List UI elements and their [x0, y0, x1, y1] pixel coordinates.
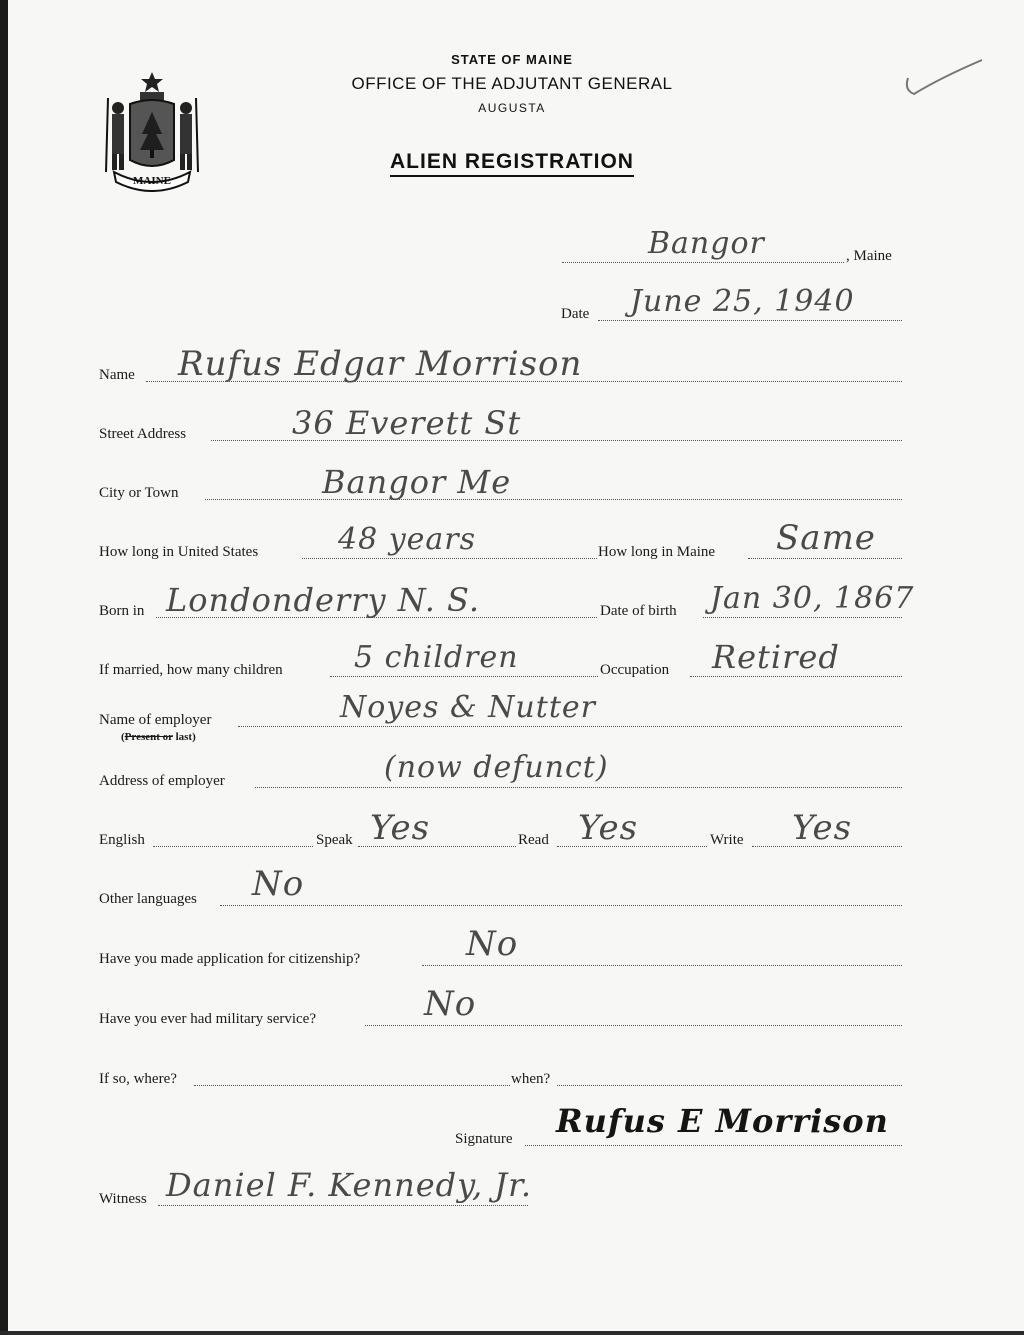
- employer-address-line: [255, 787, 902, 788]
- dob-value[interactable]: Jan 30, 1867: [710, 581, 915, 616]
- write-label: Write: [710, 832, 744, 848]
- when-label: when?: [511, 1071, 551, 1087]
- witness-value[interactable]: Daniel F. Kennedy, Jr.: [166, 1166, 533, 1204]
- english-line: [153, 846, 313, 847]
- street-label: Street Address: [99, 426, 187, 442]
- how-long-us-label: How long in United States: [99, 544, 259, 560]
- employer-value[interactable]: Noyes & Nutter: [340, 690, 596, 725]
- read-value[interactable]: Yes: [578, 808, 639, 848]
- citizenship-label: Have you made application for citizenship?: [99, 951, 361, 967]
- employer-label: Name of employer: [99, 712, 212, 728]
- employer-address-label: Address of employer: [99, 773, 225, 789]
- occupation-value[interactable]: Retired: [712, 638, 840, 676]
- military-label: Have you ever had military service?: [99, 1011, 316, 1027]
- when-line: [557, 1085, 902, 1086]
- other-languages-value[interactable]: No: [252, 864, 305, 904]
- other-languages-line: [220, 905, 902, 906]
- children-line: [330, 676, 598, 677]
- signature-label: Signature: [455, 1131, 513, 1147]
- dob-line: [703, 617, 902, 618]
- born-in-value[interactable]: Londonderry N. S.: [166, 581, 480, 619]
- employer-address-value[interactable]: (now defunct): [384, 750, 609, 785]
- how-long-maine-value[interactable]: Same: [776, 518, 876, 558]
- how-long-maine-label: How long in Maine: [598, 544, 716, 560]
- date-label: Date: [561, 306, 590, 322]
- place-line: [562, 262, 844, 263]
- header-state: STATE OF MAINE: [451, 52, 573, 67]
- signature-value[interactable]: Rufus E Morrison: [556, 1102, 889, 1140]
- other-languages-label: Other languages: [99, 891, 197, 907]
- military-line: [365, 1025, 902, 1026]
- speak-value[interactable]: Yes: [370, 808, 431, 848]
- english-label: English: [99, 832, 145, 848]
- where-label: If so, where?: [99, 1071, 177, 1087]
- maine-label: , Maine: [846, 248, 892, 264]
- how-long-maine-line: [748, 558, 902, 559]
- citizenship-line: [422, 965, 902, 966]
- place-value[interactable]: Bangor: [648, 226, 765, 261]
- how-long-us-value[interactable]: 48 years: [338, 522, 477, 557]
- date-line: [598, 320, 902, 321]
- born-in-label: Born in: [99, 603, 145, 619]
- read-label: Read: [518, 832, 549, 848]
- citizenship-value[interactable]: No: [466, 924, 519, 964]
- military-value[interactable]: No: [424, 984, 477, 1024]
- how-long-us-line: [302, 558, 597, 559]
- city-label: City or Town: [99, 485, 179, 501]
- city-line: [205, 499, 902, 500]
- scan-edge-bottom: [0, 1331, 1024, 1335]
- children-label: If married, how many children: [99, 662, 283, 678]
- name-label: Name: [99, 367, 135, 383]
- form-title: ALIEN REGISTRATION: [0, 150, 1024, 174]
- dob-label: Date of birth: [600, 603, 677, 619]
- witness-line: [158, 1205, 528, 1206]
- write-value[interactable]: Yes: [792, 808, 853, 848]
- svg-text:MAINE: MAINE: [133, 175, 171, 187]
- header-office: OFFICE OF THE ADJUTANT GENERAL: [351, 74, 673, 93]
- occupation-line: [690, 676, 902, 677]
- scan-edge-left: [0, 0, 8, 1335]
- city-value[interactable]: Bangor Me: [322, 463, 512, 501]
- occupation-label: Occupation: [600, 662, 670, 678]
- employer-sublabel: (Present or last): [121, 731, 196, 743]
- name-value[interactable]: Rufus Edgar Morrison: [178, 344, 583, 384]
- date-value[interactable]: June 25, 1940: [630, 284, 855, 319]
- header-city: AUGUSTA: [478, 101, 546, 115]
- children-value[interactable]: 5 children: [354, 640, 519, 675]
- speak-label: Speak: [316, 832, 353, 848]
- street-value[interactable]: 36 Everett St: [292, 404, 522, 442]
- signature-line: [525, 1145, 902, 1146]
- where-line: [194, 1085, 510, 1086]
- witness-label: Witness: [99, 1191, 147, 1207]
- employer-line: [238, 726, 902, 727]
